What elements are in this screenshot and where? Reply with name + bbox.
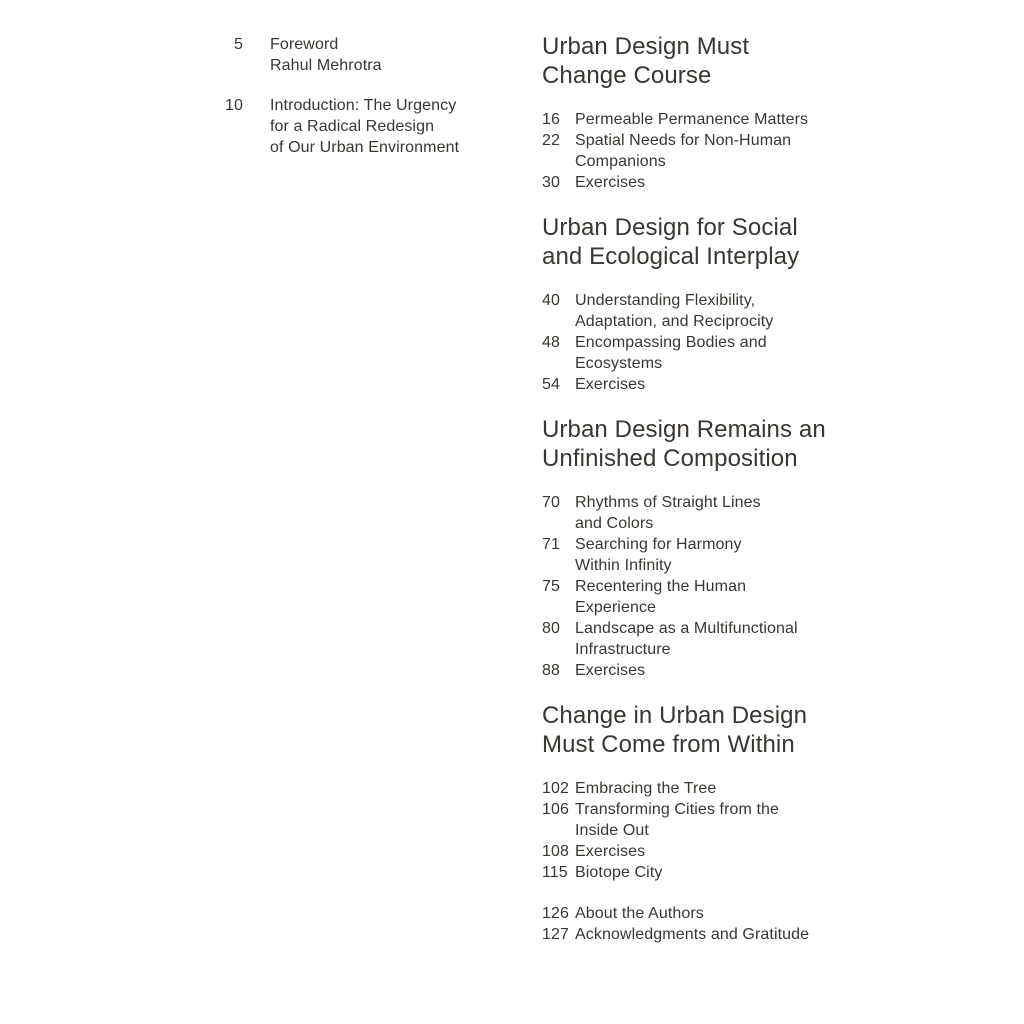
entry-title-line: Transforming Cities from the [575, 801, 780, 818]
toc-section [542, 415, 882, 681]
section-items [542, 109, 882, 193]
entry-title-line: Recentering the Human [575, 578, 747, 595]
entry-title-line: About the Authors [575, 905, 704, 922]
page-number: 80 [542, 620, 560, 637]
entry-title-line: Ecosystems [575, 355, 663, 372]
entry-title [575, 576, 746, 618]
entry-title-line: Companions [575, 153, 666, 170]
section-heading [542, 415, 882, 473]
page-number: 106 [542, 801, 569, 818]
entry-title-line: for a Radical Redesign [270, 118, 435, 135]
toc-entry [542, 576, 882, 618]
toc-entry [542, 841, 882, 862]
entry-title [575, 332, 767, 374]
page-number: 30 [542, 174, 560, 191]
entry-title [575, 374, 645, 395]
entry-title [575, 172, 645, 193]
entry-title [270, 95, 459, 158]
page-number: 127 [542, 926, 569, 943]
entry-title-line: Acknowledgments and Gratitude [575, 926, 810, 943]
entry-title-line: Exercises [575, 174, 646, 191]
section-heading [542, 701, 882, 759]
toc-entry [542, 924, 882, 945]
entry-title-line: Landscape as a Multifunctional [575, 620, 798, 637]
section-items [542, 290, 882, 395]
entry-title [575, 492, 761, 534]
section-heading [542, 32, 882, 90]
entry-title-line: Inside Out [575, 822, 649, 839]
entry-title-line: Encompassing Bodies and [575, 334, 767, 351]
page-number: 75 [542, 578, 560, 595]
toc-section [542, 701, 882, 883]
toc-entry [542, 130, 882, 172]
page-number: 10 [225, 97, 243, 114]
entry-title [575, 109, 808, 130]
toc-entry [542, 660, 882, 681]
toc-entry [200, 95, 500, 158]
toc-entry [542, 172, 882, 193]
entry-title-line: Experience [575, 599, 657, 616]
front-matter-column [200, 34, 500, 177]
toc-entry [542, 862, 882, 883]
page-number: 71 [542, 536, 560, 553]
entry-title-line: Exercises [575, 662, 646, 679]
section-items [542, 778, 882, 883]
entry-title-line: Rahul Mehrotra [270, 57, 382, 74]
toc-entry [542, 109, 882, 130]
entry-title [575, 618, 798, 660]
page-number: 108 [542, 843, 569, 860]
toc-entry [542, 534, 882, 576]
entry-title-line: Spatial Needs for Non-Human [575, 132, 792, 149]
entry-title [575, 290, 773, 332]
entry-title-line: and Colors [575, 515, 654, 532]
page-number: 16 [542, 111, 560, 128]
page-number: 40 [542, 292, 560, 309]
section-items [542, 492, 882, 681]
section-heading-line: Change Course [542, 62, 712, 89]
section-heading-line: Unfinished Composition [542, 445, 798, 472]
toc-entry [542, 492, 882, 534]
page-number: 22 [542, 132, 560, 149]
back-matter [542, 903, 882, 945]
page-number: 5 [234, 36, 243, 53]
entry-title-line: Rhythms of Straight Lines [575, 494, 761, 511]
page-number: 70 [542, 494, 560, 511]
entry-title-line: Exercises [575, 376, 646, 393]
entry-title [575, 778, 716, 799]
entry-title [575, 841, 645, 862]
page-number: 54 [542, 376, 560, 393]
toc-section [542, 213, 882, 395]
section-heading-line: Urban Design Must [542, 33, 750, 60]
entry-title-line: Foreword [270, 36, 339, 53]
entry-title-line: Exercises [575, 843, 646, 860]
entry-title [575, 534, 742, 576]
entry-title [575, 862, 662, 883]
section-heading [542, 213, 882, 271]
page-number: 88 [542, 662, 560, 679]
toc-entry [542, 290, 882, 332]
entry-title-line: of Our Urban Environment [270, 139, 460, 156]
entry-title-line: Understanding Flexibility, [575, 292, 756, 309]
entry-title-line: Introduction: The Urgency [270, 97, 457, 114]
entry-title [575, 799, 779, 841]
section-heading-line: and Ecological Interplay [542, 243, 800, 270]
toc-entry [542, 799, 882, 841]
entry-title-line: Biotope City [575, 864, 663, 881]
toc-entry [542, 903, 882, 924]
toc-entry [542, 618, 882, 660]
entry-title-line: Permeable Permanence Matters [575, 111, 809, 128]
entry-title [575, 924, 809, 945]
toc-entry [200, 34, 500, 76]
toc-section [542, 32, 882, 193]
entry-title-line: Adaptation, and Reciprocity [575, 313, 774, 330]
page-number: 48 [542, 334, 560, 351]
entry-title [270, 34, 382, 76]
section-heading-line: Urban Design Remains an [542, 416, 826, 443]
page-number: 115 [542, 864, 568, 881]
toc-entry [542, 778, 882, 799]
page-number: 102 [542, 780, 569, 797]
section-heading-line: Urban Design for Social [542, 214, 798, 241]
entry-title-line: Within Infinity [575, 557, 672, 574]
page-number: 126 [542, 905, 569, 922]
entry-title [575, 660, 645, 681]
section-heading-line: Must Come from Within [542, 731, 795, 758]
entry-title [575, 903, 704, 924]
chapters-column [542, 32, 882, 945]
toc-entry [542, 374, 882, 395]
entry-title-line: Searching for Harmony [575, 536, 742, 553]
entry-title-line: Infrastructure [575, 641, 671, 658]
section-heading-line: Change in Urban Design [542, 702, 808, 729]
entry-title-line: Embracing the Tree [575, 780, 717, 797]
toc-entry [542, 332, 882, 374]
entry-title [575, 130, 791, 172]
